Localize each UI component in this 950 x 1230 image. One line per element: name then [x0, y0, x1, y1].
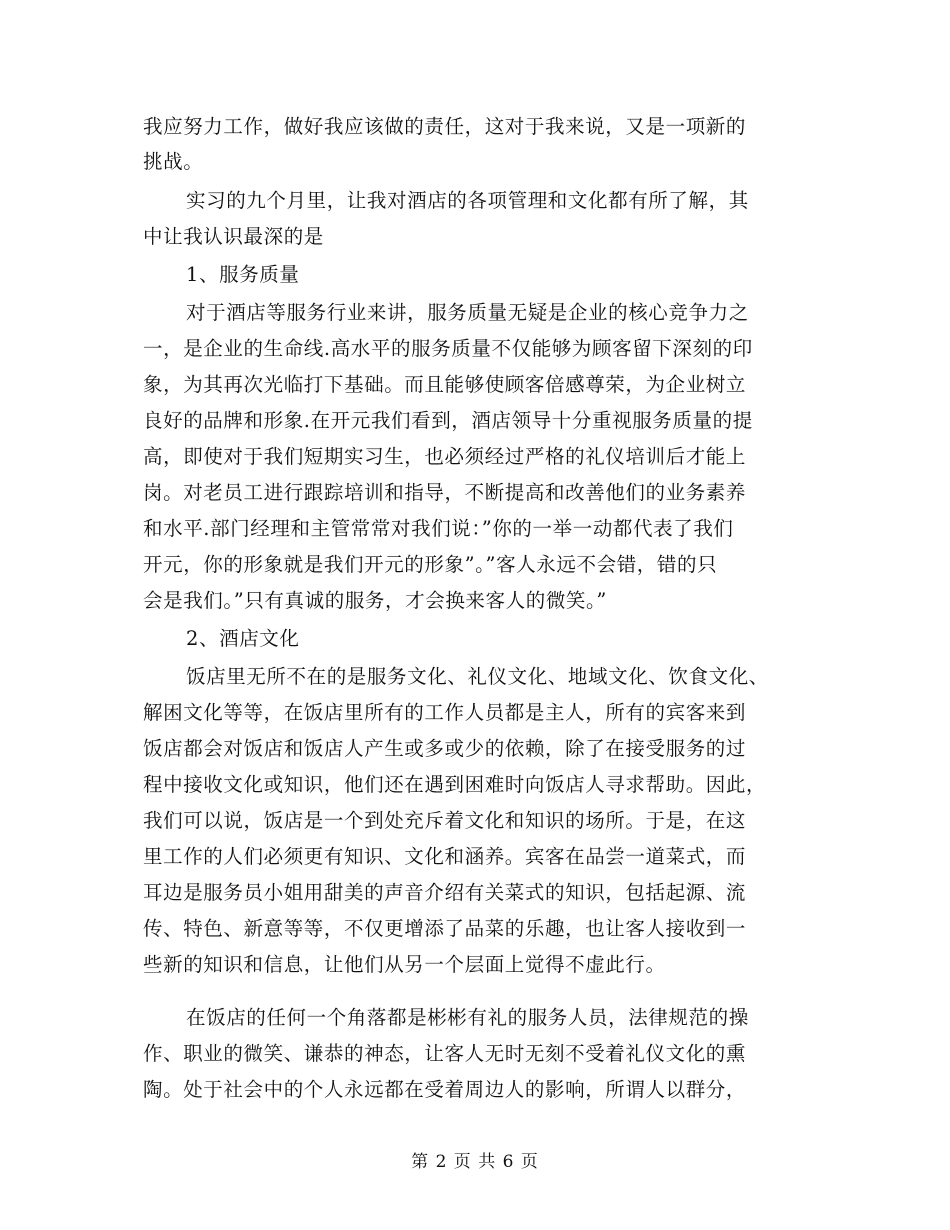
text-line: 象，为其再次光临打下基础。而且能够使顾客倍感尊荣，为企业树立 — [143, 373, 747, 396]
text-line: 里工作的人们必须更有知识、文化和涵养。宾客在品尝一道菜式，而 — [143, 845, 747, 868]
text-line: 陶。处于社会中的个人永远都在受着周边人的影响，所谓人以群分， — [143, 1078, 747, 1101]
paragraph-first-line: 对于酒店等服务行业来讲，服务质量无疑是企业的核心竞争力之 — [186, 301, 749, 324]
text-line: 传、特色、新意等等，不仅更增添了品菜的乐趣，也让客人接收到一 — [143, 917, 747, 940]
text-line: 作、职业的微笑、谦恭的神态，让客人无时无刻不受着礼仪文化的熏 — [143, 1042, 747, 1065]
text-line: 解困文化等等，在饭店里所有的工作人员都是主人，所有的宾客来到 — [143, 701, 747, 724]
text-line: 和水平.部门经理和主管常常对我们说：”你的一举一动都代表了我们 — [143, 517, 734, 540]
paragraph-first-line: 饭店里无所不在的是服务文化、礼仪文化、地域文化、饮食文化、 — [186, 665, 769, 688]
text-line: 我们可以说，饭店是一个到处充斥着文化和知识的场所。于是，在这 — [143, 809, 747, 832]
paragraph-first-line: 实习的九个月里，让我对酒店的各项管理和文化都有所了解，其 — [186, 189, 749, 212]
paragraph-first-line: 在饭店的任何一个角落都是彬彬有礼的服务人员，法律规范的操 — [186, 1006, 749, 1029]
text-line: 我应努力工作，做好我应该做的责任，这对于我来说，又是一项新的 — [143, 115, 747, 138]
page-number-footer: 第 2 页 共 6 页 — [411, 1152, 539, 1172]
text-line: 高，即使对于我们短期实习生，也必须经过严格的礼仪培训后才能上 — [143, 445, 747, 468]
text-line: 些新的知识和信息，让他们从另一个层面上觉得不虚此行。 — [143, 953, 666, 976]
section-heading-hotel-culture: 2、酒店文化 — [186, 627, 300, 650]
section-heading-service-quality: 1、服务质量 — [186, 263, 300, 286]
text-line: 开元，你的形象就是我们开元的形象”。”客人永远不会错，错的只 — [143, 553, 718, 576]
text-line: 中让我认识最深的是 — [143, 225, 324, 248]
text-line: 良好的品牌和形象.在开元我们看到，酒店领导十分重视服务质量的提 — [143, 409, 753, 432]
text-line: 会是我们。”只有真诚的服务，才会换来客人的微笑。” — [143, 589, 607, 612]
text-line: 挑战。 — [143, 150, 204, 173]
text-line: 程中接收文化或知识，他们还在遇到困难时向饭店人寻求帮助。因此， — [143, 773, 767, 796]
text-line: 耳边是服务员小姐用甜美的声音介绍有关菜式的知识，包括起源、流 — [143, 881, 747, 904]
text-line: 岗。对老员工进行跟踪培训和指导，不断提高和改善他们的业务素养 — [143, 481, 747, 504]
text-line: 饭店都会对饭店和饭店人产生或多或少的依赖，除了在接受服务的过 — [143, 737, 747, 760]
text-line: 一，是企业的生命线.高水平的服务质量不仅能够为顾客留下深刻的印 — [143, 337, 753, 360]
